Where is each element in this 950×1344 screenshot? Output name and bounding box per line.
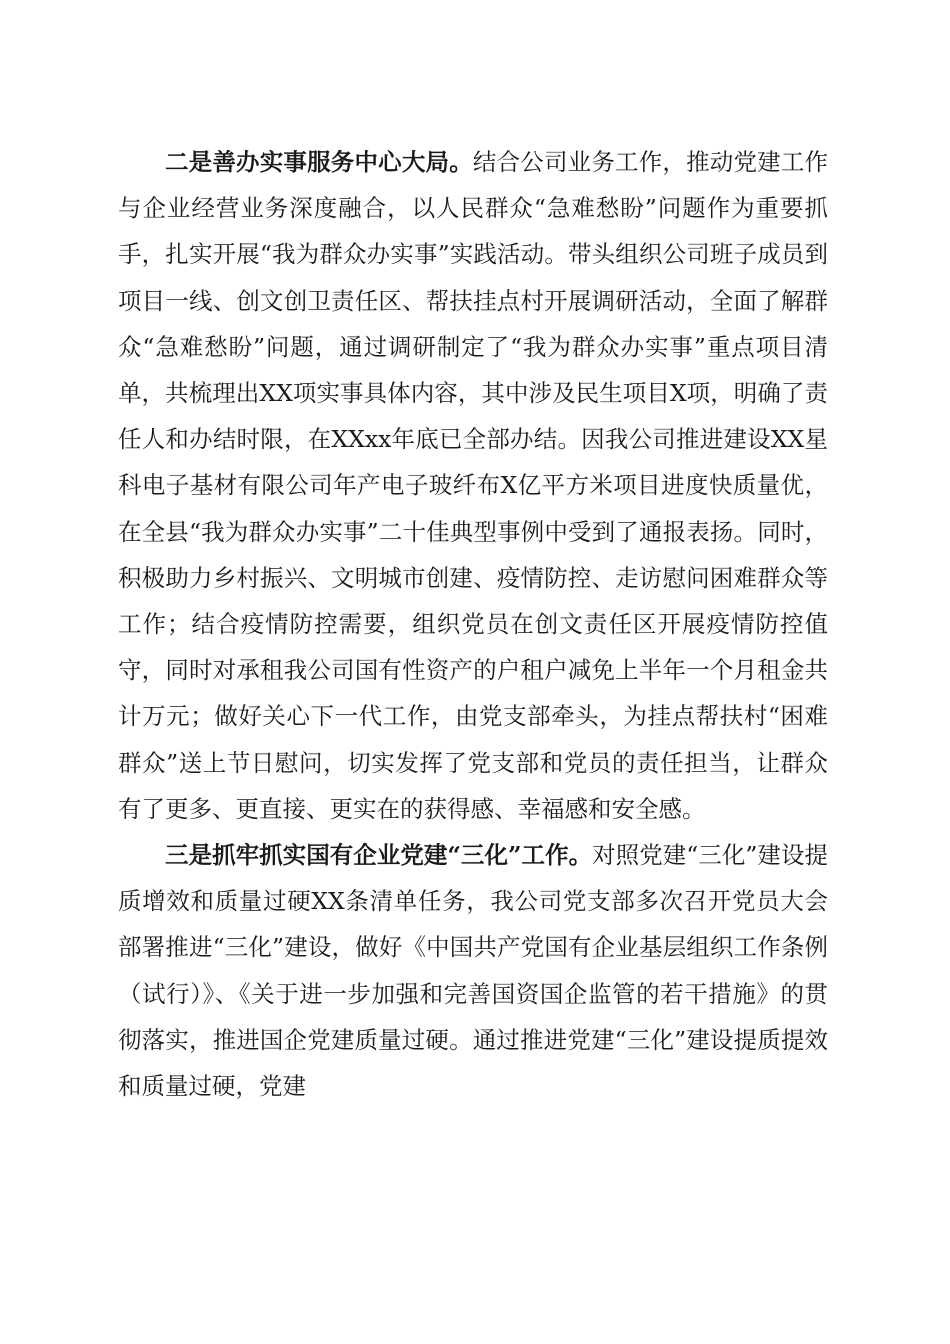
paragraph-party-building: [118, 832, 828, 1109]
document-body: [118, 139, 828, 1109]
paragraph-practical-affairs: [118, 139, 828, 832]
paragraph-text: 对照党建“三化”建设提质增效和质量过硬XX条清单任务，我公司党支部多次召开党员大会部署推进“三化”建设，做好《中国共产党国有企业基层组织工作条例（试行）》、《关于进一步加强和完善国资国企监管的若干措施》的贯彻落实，推进国企党建质量过硬。通过推进党建“三化”建设提质提效和质量过硬，党建: [118, 841, 828, 1101]
paragraph-heading: 三是抓牢抓实国有企业党建“三化”工作。: [165, 841, 593, 870]
paragraph-heading: 二是善办实事服务中心大局。: [165, 148, 473, 176]
paragraph-text: 结合公司业务工作，推动党建工作与企业经营业务深度融合，以人民群众“急难愁盼”问题作为重要抓手，扎实开展“我为群众办实事”实践活动。带头组织公司班子成员到项目一线、创文创卫责任区、帮扶挂点村开展调研活动，全面了解群众“急难愁盼”问题，通过调研制定了“我为群众办实事”重点项目清单，共梳理出XX项实事具体内容，其中涉及民生项目X项，明确了责任人和办结时限，在XXxx年底已全部办结。因我公司推进建设XX星科电子基材有限公司年产电子玻纤布X亿平方米项目进度快质量优，在全县“我为群众办实事”二十佳典型事例中受到了通报表扬。同时，积极助力乡村振兴、文明城市创建、疫情防控、走访慰问困难群众等工作；结合疫情防控需要，组织党员在创文责任区开展疫情防控值守，同时对承租我公司国有性资产的户租户减免上半年一个月租金共计万元；做好关心下一代工作，由党支部牵头，为挂点帮扶村“困难群众”送上节日慰问，切实发挥了党支部和党员的责任担当，让群众有了更多、更直接、更实在的获得感、幸福感和安全感。: [118, 148, 829, 823]
